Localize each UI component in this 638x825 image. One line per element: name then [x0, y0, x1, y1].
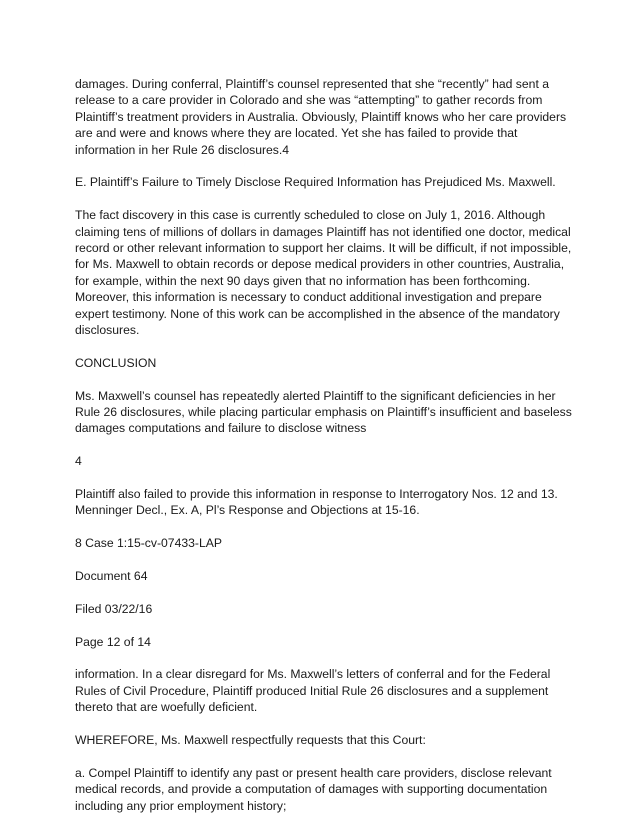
paragraph-clear-disregard: information. In a clear disregard for Ms. Maxwell’s letters of conferral and for the Federal Rules of Civil Procedure, Plaintiff produced Initial Rule 26 disclosures and a supplement thereto that are woefully deficient. [75, 667, 551, 715]
paragraph-counsel-alerted: Ms. Maxwell’s counsel has repeatedly alerted Plaintiff to the significant deficiencies in her Rule 26 disclosures, while placing particular emphasis on Plaintiff’s insufficient and baseless damages computations and failure to disclose witness [75, 388, 572, 436]
section-heading-e: E. Plaintiff’s Failure to Timely Disclose Required Information has Prejudiced Ms. Maxwell. [75, 175, 556, 190]
filed-date: Filed 03/22/16 [75, 601, 153, 616]
document-number: Document 64 [75, 569, 148, 584]
conclusion-heading: CONCLUSION [75, 355, 157, 370]
footnote-number: 4 [75, 454, 82, 469]
page-number: Page 12 of 14 [75, 634, 151, 649]
paragraph-damages-conferral: damages. During conferral, Plaintiff’s counsel represented that she “recently” had sent a release to a care provider in Colorado and she was “attempting” to gather records from Plaintiff’s treatment providers in Australia. Obviously, Plaintiff knows who her care providers are and were and knows where they are located. Yet she has failed to provide that information in her Rule 26 disclosures.4 [75, 77, 567, 157]
paragraph-fact-discovery: The fact discovery in this case is currently scheduled to close on July 1, 2016. Although claiming tens of millions of dollars in damages Plaintiff has not identified one doctor, medical record or other relevant information to support her claims. It will be difficult, if not impossible, for Ms. Maxwell to obtain records or depose medical providers in other countries, Australia, for example, within the next 90 days given that no information has been forthcoming. Moreover, this information is necessary to conduct additional investigation and prepare expert testimony. None of this work can be accomplished in the absence of the mandatory disclosures. [75, 208, 572, 338]
case-number-header: 8 Case 1:15-cv-07433-LAP [75, 536, 223, 551]
footnote-text: Plaintiff also failed to provide this information in response to Interrogatory Nos. 12 and 13. Menninger Decl., Ex. A, Pl’s Response and Objections at 15-16. [75, 487, 558, 518]
paragraph-compel-plaintiff: a. Compel Plaintiff to identify any past or present health care providers, disclose relevant medical records, and provide a computation of damages with supporting documentation including any prior employment history; [75, 765, 552, 813]
paragraph-wherefore: WHEREFORE, Ms. Maxwell respectfully requests that this Court: [75, 733, 426, 748]
